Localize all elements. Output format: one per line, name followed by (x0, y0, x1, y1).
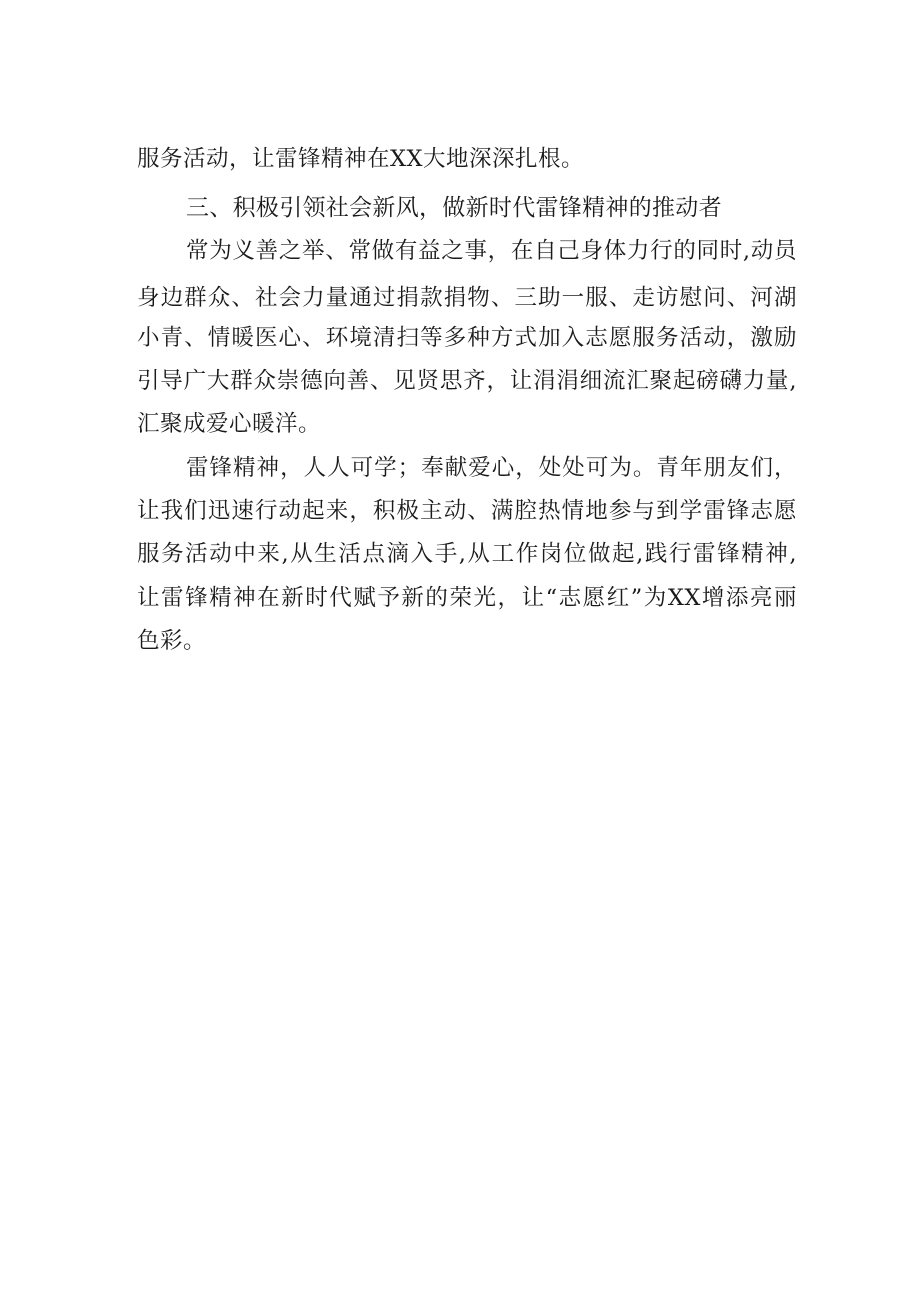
paragraph-line: 身边群众、社会力量通过捐款捐物、三助一服、走访慰问、河湖 (137, 285, 797, 311)
paragraph-line: 让雷锋精神在新时代赋予新的荣光，让“志愿红”为XX增添亮丽 (137, 585, 797, 611)
paragraph-line: 小青、情暖医心、环境清扫等多种方式加入志愿服务活动，激励 (137, 325, 797, 351)
paragraph-line: 汇聚成爱心暖洋。 (137, 411, 322, 437)
paragraph-line: 雷锋精神，人人可学；奉献爱心，处处可为。青年朋友们， (186, 455, 797, 481)
section-heading: 三、积极引领社会新风，做新时代雷锋精神的推动者 (186, 195, 722, 221)
paragraph-line: 常为义善之举、常做有益之事，在自己身体力行的同时,动员 (186, 238, 797, 264)
paragraph-line: 服务活动，让雷锋精神在XX大地深深扎根。 (137, 146, 585, 172)
paragraph-line: 服务活动中来,从生活点滴入手,从工作岗位做起,践行雷锋精神, (137, 541, 797, 567)
paragraph-line: 色彩。 (137, 628, 207, 654)
paragraph-line: 让我们迅速行动起来，积极主动、满腔热情地参与到学雷锋志愿 (137, 498, 797, 524)
paragraph-line: 引导广大群众崇德向善、见贤思齐，让涓涓细流汇聚起磅礴力量, (137, 368, 797, 394)
